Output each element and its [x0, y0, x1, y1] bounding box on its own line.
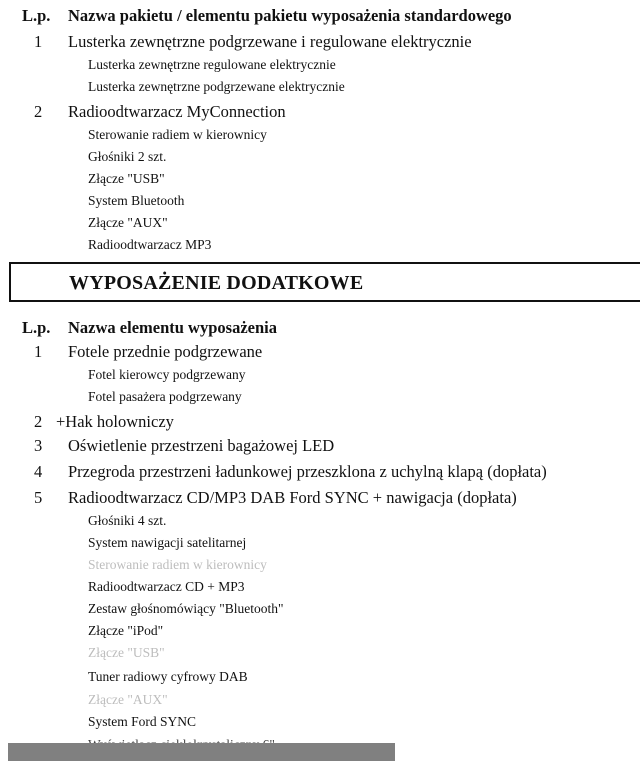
s2-item-5-sub: Głośniki 4 szt. [88, 513, 167, 528]
s2-item-5-sub-faded: Złącze "USB" [88, 645, 165, 660]
section2-header-name: Nazwa elementu wyposażenia [68, 318, 277, 337]
s1-item-1-sub: Lusterka zewnętrzne podgrzewane elektrycznie [88, 79, 345, 94]
s2-item-1-sub: Fotel kierowcy podgrzewany [88, 367, 246, 382]
s1-item-1-name: Lusterka zewnętrzne podgrzewane i regulowane elektrycznie [68, 32, 472, 51]
s2-item-4-number: 4 [34, 462, 43, 481]
s2-item-1-sub: Fotel pasażera podgrzewany [88, 389, 242, 404]
s2-item-1-name: Fotele przednie podgrzewane [68, 342, 263, 361]
s2-item-5-number: 5 [34, 488, 43, 507]
s1-item-2-sub: System Bluetooth [88, 193, 185, 208]
s2-item-5-sub: Złącze "iPod" [88, 623, 164, 638]
s2-item-4-name: Przegroda przestrzeni ładunkowej przeszklona z uchylną klapą (dopłata) [68, 462, 547, 481]
bottom-overlay-bar [8, 743, 395, 761]
s1-item-2-sub: Radioodtwarzacz MP3 [88, 237, 212, 252]
s2-item-5-sub: Zestaw głośnomówiący "Bluetooth" [88, 601, 284, 616]
s2-item-5-sub-faded: Złącze "AUX" [88, 692, 168, 707]
s2-item-1-number: 1 [34, 342, 43, 361]
s2-item-3-name: Oświetlenie przestrzeni bagażowej LED [68, 436, 335, 455]
s1-item-2-sub: Złącze "AUX" [88, 215, 168, 230]
s1-item-2-number: 2 [34, 102, 43, 121]
s1-item-2-sub: Złącze "USB" [88, 171, 165, 186]
s1-item-1-number: 1 [34, 32, 43, 51]
s2-item-5-sub-faded: Sterowanie radiem w kierownicy [88, 557, 267, 572]
section1-header-lp: L.p. [22, 6, 51, 25]
s2-item-2-name: +Hak holowniczy [56, 412, 174, 431]
section-banner [9, 262, 640, 302]
s1-item-2-sub: Głośniki 2 szt. [88, 149, 167, 164]
s2-item-2-number: 2 [34, 412, 43, 431]
s2-item-5-sub: System Ford SYNC [88, 714, 197, 729]
s2-item-3-number: 3 [34, 436, 43, 455]
s2-item-5-name: Radioodtwarzacz CD/MP3 DAB Ford SYNC + nawigacja (dopłata) [68, 488, 517, 507]
s2-item-5-sub: Tuner radiowy cyfrowy DAB [88, 669, 248, 684]
banner-title: WYPOSAŻENIE DODATKOWE [69, 272, 364, 294]
section1-header-name: Nazwa pakietu / elementu pakietu wyposażenia standardowego [68, 6, 512, 25]
s1-item-2-name: Radioodtwarzacz MyConnection [68, 102, 286, 121]
section2-header-lp: L.p. [22, 318, 51, 337]
s1-item-2-sub: Sterowanie radiem w kierownicy [88, 127, 267, 142]
s2-item-5-sub: Radioodtwarzacz CD + MP3 [88, 579, 245, 594]
s1-item-1-sub: Lusterka zewnętrzne regulowane elektrycznie [88, 57, 336, 72]
s2-item-5-sub: System nawigacji satelitarnej [88, 535, 247, 550]
